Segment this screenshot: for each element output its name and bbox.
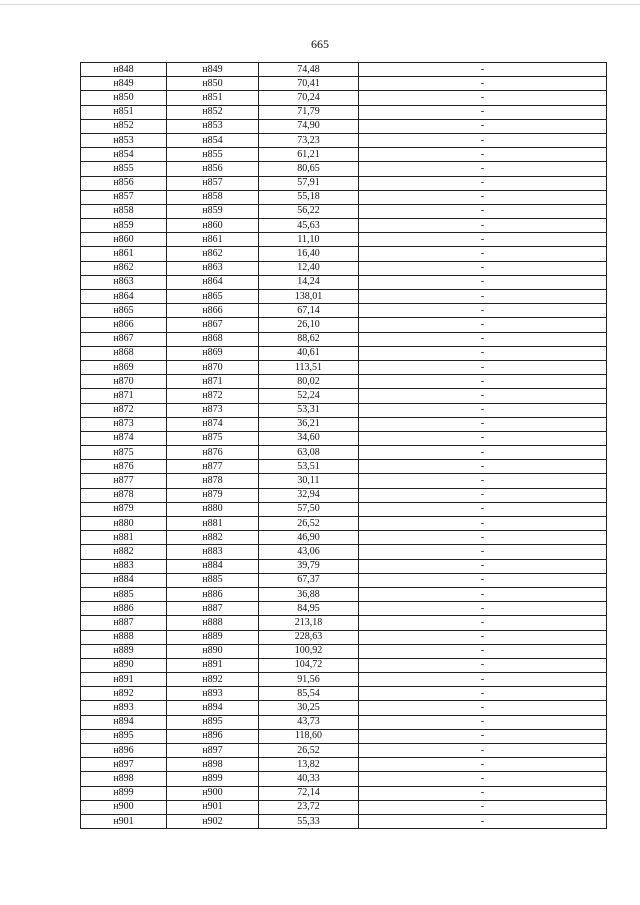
- table-row: [81, 758, 607, 772]
- distance-cell: 213,18: [259, 616, 359, 630]
- to-point-cell: н880: [167, 502, 259, 516]
- table-row: [81, 559, 607, 573]
- note-cell: -: [359, 77, 607, 91]
- to-point-cell: н898: [167, 758, 259, 772]
- note-cell: -: [359, 162, 607, 176]
- table-row: [81, 190, 607, 204]
- note-cell: -: [359, 247, 607, 261]
- table-row: [81, 531, 607, 545]
- to-point-cell: н901: [167, 800, 259, 814]
- to-point-cell: н853: [167, 119, 259, 133]
- from-point-cell: н863: [81, 275, 167, 289]
- distance-cell: 26,52: [259, 744, 359, 758]
- to-point-cell: н865: [167, 290, 259, 304]
- note-cell: -: [359, 290, 607, 304]
- distance-cell: 46,90: [259, 531, 359, 545]
- from-point-cell: н881: [81, 531, 167, 545]
- note-cell: -: [359, 91, 607, 105]
- distance-cell: 11,10: [259, 233, 359, 247]
- to-point-cell: н881: [167, 517, 259, 531]
- from-point-cell: н855: [81, 162, 167, 176]
- distance-cell: 61,21: [259, 148, 359, 162]
- from-point-cell: н876: [81, 460, 167, 474]
- table-row: [81, 332, 607, 346]
- from-point-cell: н900: [81, 800, 167, 814]
- distance-cell: 104,72: [259, 658, 359, 672]
- note-cell: -: [359, 375, 607, 389]
- from-point-cell: н854: [81, 148, 167, 162]
- to-point-cell: н861: [167, 233, 259, 247]
- from-point-cell: н856: [81, 176, 167, 190]
- to-point-cell: н886: [167, 587, 259, 601]
- from-point-cell: н848: [81, 63, 167, 77]
- to-point-cell: н863: [167, 261, 259, 275]
- from-point-cell: н858: [81, 204, 167, 218]
- from-point-cell: н889: [81, 644, 167, 658]
- distance-cell: 32,94: [259, 488, 359, 502]
- table-row: [81, 800, 607, 814]
- note-cell: -: [359, 715, 607, 729]
- table-row: [81, 219, 607, 233]
- table-row: [81, 77, 607, 91]
- to-point-cell: н879: [167, 488, 259, 502]
- to-point-cell: н892: [167, 673, 259, 687]
- distance-cell: 57,91: [259, 176, 359, 190]
- note-cell: -: [359, 687, 607, 701]
- to-point-cell: н885: [167, 573, 259, 587]
- to-point-cell: н891: [167, 658, 259, 672]
- to-point-cell: н874: [167, 417, 259, 431]
- from-point-cell: н894: [81, 715, 167, 729]
- to-point-cell: н884: [167, 559, 259, 573]
- from-point-cell: н874: [81, 431, 167, 445]
- note-cell: -: [359, 800, 607, 814]
- note-cell: -: [359, 772, 607, 786]
- from-point-cell: н875: [81, 446, 167, 460]
- table-row: [81, 148, 607, 162]
- to-point-cell: н872: [167, 389, 259, 403]
- distance-cell: 138,01: [259, 290, 359, 304]
- from-point-cell: н872: [81, 403, 167, 417]
- note-cell: -: [359, 403, 607, 417]
- distance-cell: 67,37: [259, 573, 359, 587]
- table-row: [81, 488, 607, 502]
- note-cell: -: [359, 673, 607, 687]
- from-point-cell: н896: [81, 744, 167, 758]
- table-row: [81, 517, 607, 531]
- table-row: [81, 587, 607, 601]
- table-row: [81, 403, 607, 417]
- table-row: [81, 545, 607, 559]
- table-row: [81, 630, 607, 644]
- distance-cell: 16,40: [259, 247, 359, 261]
- note-cell: -: [359, 105, 607, 119]
- from-point-cell: н873: [81, 417, 167, 431]
- note-cell: -: [359, 275, 607, 289]
- distance-cell: 53,51: [259, 460, 359, 474]
- from-point-cell: н901: [81, 814, 167, 828]
- table-row: [81, 105, 607, 119]
- note-cell: -: [359, 729, 607, 743]
- table-row: [81, 602, 607, 616]
- table-row: [81, 290, 607, 304]
- distance-cell: 12,40: [259, 261, 359, 275]
- from-point-cell: н870: [81, 375, 167, 389]
- table-row: [81, 162, 607, 176]
- note-cell: -: [359, 119, 607, 133]
- from-point-cell: н865: [81, 304, 167, 318]
- note-cell: -: [359, 616, 607, 630]
- note-cell: -: [359, 644, 607, 658]
- distance-cell: 74,48: [259, 63, 359, 77]
- note-cell: -: [359, 176, 607, 190]
- distance-cell: 40,33: [259, 772, 359, 786]
- from-point-cell: н895: [81, 729, 167, 743]
- to-point-cell: н868: [167, 332, 259, 346]
- coordinates-table: [80, 62, 607, 829]
- note-cell: -: [359, 417, 607, 431]
- note-cell: -: [359, 346, 607, 360]
- distance-cell: 74,90: [259, 119, 359, 133]
- from-point-cell: н851: [81, 105, 167, 119]
- to-point-cell: н896: [167, 729, 259, 743]
- distance-cell: 26,52: [259, 517, 359, 531]
- distance-cell: 30,25: [259, 701, 359, 715]
- from-point-cell: н867: [81, 332, 167, 346]
- table-row: [81, 91, 607, 105]
- from-point-cell: н869: [81, 360, 167, 374]
- distance-cell: 80,65: [259, 162, 359, 176]
- distance-cell: 36,21: [259, 417, 359, 431]
- to-point-cell: н871: [167, 375, 259, 389]
- table-row: [81, 616, 607, 630]
- distance-cell: 67,14: [259, 304, 359, 318]
- table-row: [81, 176, 607, 190]
- note-cell: -: [359, 814, 607, 828]
- table-row: [81, 304, 607, 318]
- to-point-cell: н866: [167, 304, 259, 318]
- distance-cell: 100,92: [259, 644, 359, 658]
- table-row: [81, 417, 607, 431]
- to-point-cell: н867: [167, 318, 259, 332]
- note-cell: -: [359, 602, 607, 616]
- table-row: [81, 275, 607, 289]
- to-point-cell: н889: [167, 630, 259, 644]
- to-point-cell: н862: [167, 247, 259, 261]
- table-row: [81, 446, 607, 460]
- table-row: [81, 474, 607, 488]
- distance-cell: 36,88: [259, 587, 359, 601]
- distance-cell: 55,33: [259, 814, 359, 828]
- distance-cell: 70,41: [259, 77, 359, 91]
- from-point-cell: н864: [81, 290, 167, 304]
- distance-cell: 73,23: [259, 133, 359, 147]
- table-row: [81, 658, 607, 672]
- distance-cell: 43,06: [259, 545, 359, 559]
- note-cell: -: [359, 573, 607, 587]
- from-point-cell: н884: [81, 573, 167, 587]
- from-point-cell: н860: [81, 233, 167, 247]
- to-point-cell: н878: [167, 474, 259, 488]
- to-point-cell: н893: [167, 687, 259, 701]
- note-cell: -: [359, 318, 607, 332]
- distance-cell: 113,51: [259, 360, 359, 374]
- distance-cell: 13,82: [259, 758, 359, 772]
- from-point-cell: н879: [81, 502, 167, 516]
- from-point-cell: н859: [81, 219, 167, 233]
- note-cell: -: [359, 502, 607, 516]
- from-point-cell: н882: [81, 545, 167, 559]
- to-point-cell: н900: [167, 786, 259, 800]
- note-cell: -: [359, 701, 607, 715]
- distance-cell: 55,18: [259, 190, 359, 204]
- note-cell: -: [359, 587, 607, 601]
- table-row: [81, 318, 607, 332]
- distance-cell: 80,02: [259, 375, 359, 389]
- distance-cell: 39,79: [259, 559, 359, 573]
- distance-cell: 57,50: [259, 502, 359, 516]
- from-point-cell: н898: [81, 772, 167, 786]
- from-point-cell: н868: [81, 346, 167, 360]
- from-point-cell: н891: [81, 673, 167, 687]
- distance-cell: 72,14: [259, 786, 359, 800]
- distance-cell: 26,10: [259, 318, 359, 332]
- to-point-cell: н894: [167, 701, 259, 715]
- from-point-cell: н877: [81, 474, 167, 488]
- table-row: [81, 204, 607, 218]
- table-row: [81, 389, 607, 403]
- table-row: [81, 431, 607, 445]
- table-row: [81, 644, 607, 658]
- table-row: [81, 133, 607, 147]
- to-point-cell: н860: [167, 219, 259, 233]
- table-row: [81, 360, 607, 374]
- table-row: [81, 786, 607, 800]
- note-cell: -: [359, 261, 607, 275]
- distance-cell: 14,24: [259, 275, 359, 289]
- from-point-cell: н890: [81, 658, 167, 672]
- table-row: [81, 814, 607, 828]
- distance-cell: 34,60: [259, 431, 359, 445]
- distance-cell: 30,11: [259, 474, 359, 488]
- table-row: [81, 729, 607, 743]
- note-cell: -: [359, 474, 607, 488]
- distance-cell: 84,95: [259, 602, 359, 616]
- table-row: [81, 701, 607, 715]
- from-point-cell: н893: [81, 701, 167, 715]
- to-point-cell: н875: [167, 431, 259, 445]
- distance-cell: 53,31: [259, 403, 359, 417]
- note-cell: -: [359, 190, 607, 204]
- to-point-cell: н890: [167, 644, 259, 658]
- note-cell: -: [359, 460, 607, 474]
- to-point-cell: н870: [167, 360, 259, 374]
- note-cell: -: [359, 517, 607, 531]
- to-point-cell: н869: [167, 346, 259, 360]
- note-cell: -: [359, 233, 607, 247]
- table-row: [81, 744, 607, 758]
- to-point-cell: н857: [167, 176, 259, 190]
- from-point-cell: н857: [81, 190, 167, 204]
- from-point-cell: н888: [81, 630, 167, 644]
- from-point-cell: н866: [81, 318, 167, 332]
- distance-cell: 118,60: [259, 729, 359, 743]
- note-cell: -: [359, 332, 607, 346]
- note-cell: -: [359, 744, 607, 758]
- from-point-cell: н871: [81, 389, 167, 403]
- to-point-cell: н864: [167, 275, 259, 289]
- note-cell: -: [359, 758, 607, 772]
- to-point-cell: н859: [167, 204, 259, 218]
- distance-cell: 40,61: [259, 346, 359, 360]
- from-point-cell: н880: [81, 517, 167, 531]
- note-cell: -: [359, 559, 607, 573]
- from-point-cell: н849: [81, 77, 167, 91]
- distance-cell: 228,63: [259, 630, 359, 644]
- from-point-cell: н883: [81, 559, 167, 573]
- table-row: [81, 772, 607, 786]
- to-point-cell: н856: [167, 162, 259, 176]
- table-row: [81, 715, 607, 729]
- to-point-cell: н899: [167, 772, 259, 786]
- from-point-cell: н853: [81, 133, 167, 147]
- from-point-cell: н850: [81, 91, 167, 105]
- note-cell: -: [359, 204, 607, 218]
- to-point-cell: н882: [167, 531, 259, 545]
- note-cell: -: [359, 658, 607, 672]
- to-point-cell: н851: [167, 91, 259, 105]
- note-cell: -: [359, 488, 607, 502]
- distance-cell: 91,56: [259, 673, 359, 687]
- to-point-cell: н895: [167, 715, 259, 729]
- note-cell: -: [359, 545, 607, 559]
- distance-cell: 45,63: [259, 219, 359, 233]
- table-row: [81, 460, 607, 474]
- from-point-cell: н897: [81, 758, 167, 772]
- from-point-cell: н878: [81, 488, 167, 502]
- distance-cell: 52,24: [259, 389, 359, 403]
- distance-cell: 43,73: [259, 715, 359, 729]
- table-row: [81, 375, 607, 389]
- from-point-cell: н886: [81, 602, 167, 616]
- note-cell: -: [359, 63, 607, 77]
- table-row: [81, 261, 607, 275]
- note-cell: -: [359, 304, 607, 318]
- distance-cell: 85,54: [259, 687, 359, 701]
- table-row: [81, 346, 607, 360]
- note-cell: -: [359, 531, 607, 545]
- note-cell: -: [359, 360, 607, 374]
- distance-cell: 56,22: [259, 204, 359, 218]
- to-point-cell: н873: [167, 403, 259, 417]
- to-point-cell: н855: [167, 148, 259, 162]
- note-cell: -: [359, 630, 607, 644]
- from-point-cell: н852: [81, 119, 167, 133]
- table-row: [81, 233, 607, 247]
- table-row: [81, 573, 607, 587]
- page-number: 665: [311, 37, 329, 51]
- from-point-cell: н887: [81, 616, 167, 630]
- to-point-cell: н883: [167, 545, 259, 559]
- distance-cell: 88,62: [259, 332, 359, 346]
- to-point-cell: н902: [167, 814, 259, 828]
- note-cell: -: [359, 219, 607, 233]
- from-point-cell: н861: [81, 247, 167, 261]
- to-point-cell: н876: [167, 446, 259, 460]
- from-point-cell: н892: [81, 687, 167, 701]
- to-point-cell: н858: [167, 190, 259, 204]
- note-cell: -: [359, 786, 607, 800]
- to-point-cell: н897: [167, 744, 259, 758]
- note-cell: -: [359, 446, 607, 460]
- from-point-cell: н862: [81, 261, 167, 275]
- table-row: [81, 63, 607, 77]
- from-point-cell: н899: [81, 786, 167, 800]
- distance-cell: 71,79: [259, 105, 359, 119]
- note-cell: -: [359, 389, 607, 403]
- table-row: [81, 502, 607, 516]
- to-point-cell: н887: [167, 602, 259, 616]
- to-point-cell: н849: [167, 63, 259, 77]
- table-row: [81, 687, 607, 701]
- table-row: [81, 673, 607, 687]
- to-point-cell: н888: [167, 616, 259, 630]
- distance-cell: 70,24: [259, 91, 359, 105]
- table-row: [81, 247, 607, 261]
- top-rule: [0, 4, 640, 5]
- to-point-cell: н877: [167, 460, 259, 474]
- to-point-cell: н854: [167, 133, 259, 147]
- table-body: [81, 63, 607, 829]
- to-point-cell: н850: [167, 77, 259, 91]
- distance-cell: 23,72: [259, 800, 359, 814]
- table-row: [81, 119, 607, 133]
- distance-cell: 63,08: [259, 446, 359, 460]
- from-point-cell: н885: [81, 587, 167, 601]
- to-point-cell: н852: [167, 105, 259, 119]
- note-cell: -: [359, 133, 607, 147]
- note-cell: -: [359, 148, 607, 162]
- note-cell: -: [359, 431, 607, 445]
